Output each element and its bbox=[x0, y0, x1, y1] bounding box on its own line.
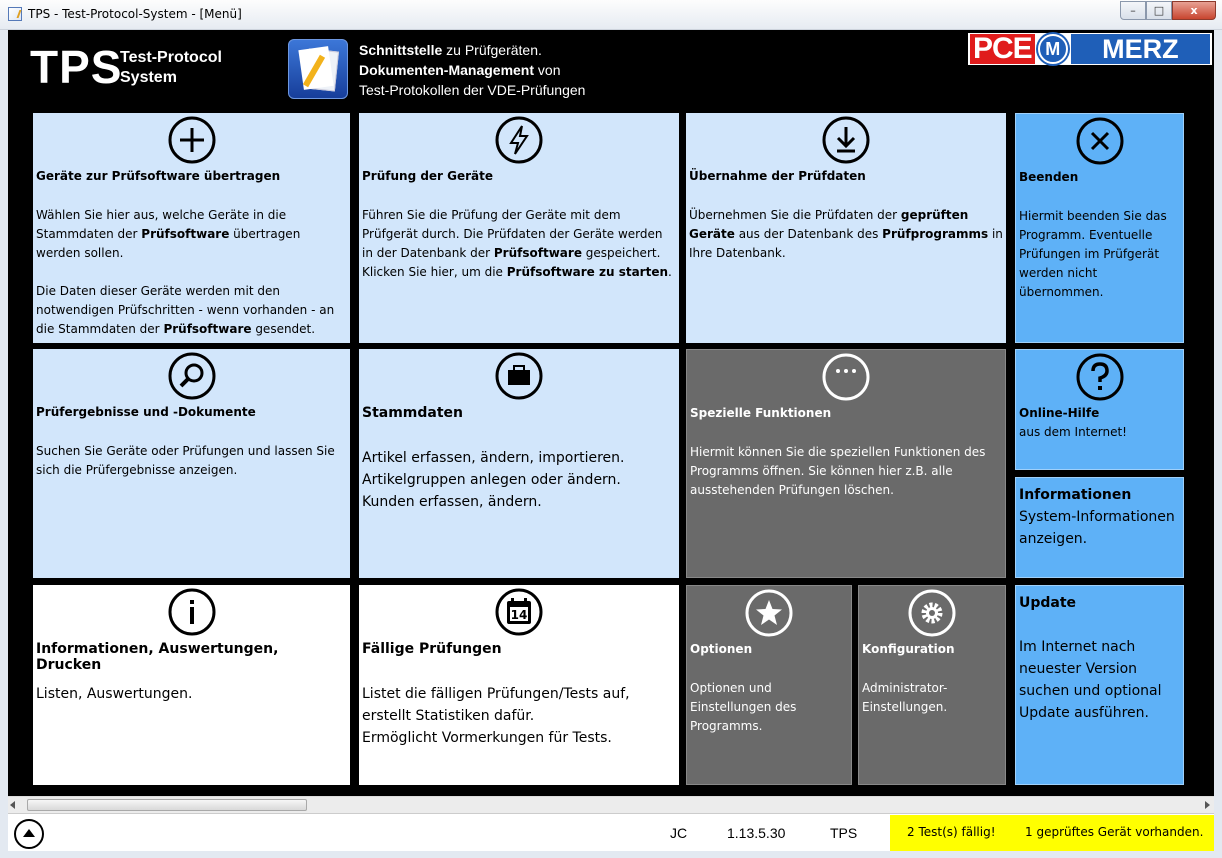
tile-title: Prüfergebnisse und -Dokumente bbox=[36, 405, 256, 419]
tile-geraete-uebertragen[interactable] bbox=[33, 113, 350, 343]
tile-update[interactable] bbox=[1015, 585, 1184, 785]
tile-title: Informationen bbox=[1019, 487, 1132, 503]
pce-merz-logo bbox=[968, 33, 1212, 65]
tile-beenden[interactable] bbox=[1015, 113, 1184, 343]
tile-title: Prüfung der Geräte bbox=[362, 169, 494, 183]
tile-description: Suchen Sie Geräte oder Prüfungen und lassen Sie sich die Prüfergebnisse anzeigen. bbox=[36, 444, 335, 477]
tile-description: aus dem Internet! bbox=[1019, 425, 1127, 439]
close-icon: x bbox=[1190, 4, 1198, 17]
plus-circle-icon bbox=[168, 116, 216, 164]
status-tests-due[interactable]: 2 Test(s) fällig! bbox=[907, 825, 996, 839]
scroll-left-icon[interactable] bbox=[10, 801, 15, 809]
tile-description: Listen, Auswertungen. bbox=[36, 686, 193, 702]
header-line1-bold: Schnittstelle bbox=[359, 42, 443, 58]
maximize-button[interactable] bbox=[1146, 1, 1172, 20]
tile-description: Listet die fälligen Prüfungen/Tests auf, erstellt Statistiken dafür. Ermöglicht Vormerkungen für Tests. bbox=[362, 686, 630, 746]
window-titlebar bbox=[0, 0, 1222, 30]
tile-konfiguration[interactable] bbox=[858, 585, 1006, 785]
tile-informationen[interactable] bbox=[1015, 477, 1184, 578]
header-line3: Test-Protokollen der VDE-Prüfungen bbox=[359, 82, 586, 98]
scroll-up-button[interactable] bbox=[14, 819, 44, 849]
tile-title: Informationen, Auswertungen, Drucken bbox=[36, 641, 279, 673]
header-line2-rest: von bbox=[534, 62, 561, 78]
status-checked-devices[interactable]: 1 geprüftes Gerät vorhanden. bbox=[1025, 825, 1204, 839]
status-alerts[interactable] bbox=[890, 815, 1214, 852]
brand-merz: MERZ bbox=[1071, 34, 1210, 64]
tile-title: Update bbox=[1019, 595, 1077, 611]
header-description bbox=[359, 40, 585, 100]
tile-description: Wählen Sie hier aus, welche Geräte in die Stammdaten der Prüfsoftware übertragen werden sollen. Die Daten dieser Geräte werden mit den notwendigen Prüfschritten - wenn vorhanden - an die Stammdaten der Prüfsoftware gesendet. bbox=[36, 208, 335, 336]
tile-description: Administrator-Einstellungen. bbox=[862, 681, 948, 714]
tile-title: Geräte zur Prüfsoftware übertragen bbox=[36, 169, 281, 183]
status-app: TPS bbox=[830, 825, 858, 841]
document-icon bbox=[288, 39, 348, 99]
tile-title: Fällige Prüfungen bbox=[362, 641, 502, 657]
scroll-right-icon[interactable] bbox=[1205, 801, 1210, 809]
tile-title: Online-Hilfe bbox=[1019, 406, 1100, 420]
tile-spezielle-funktionen[interactable] bbox=[686, 349, 1006, 578]
brand-pce: PCE bbox=[970, 34, 1035, 64]
minimize-icon: – bbox=[1130, 4, 1136, 17]
tile-uebernahme-pruefdaten[interactable] bbox=[686, 113, 1006, 343]
lightning-circle-icon bbox=[495, 116, 543, 164]
tile-description: Führen Sie die Prüfung der Geräte mit dem Prüfgerät durch. Die Prüfdaten der Geräte werden in der Datenbank der Prüfsoftware gespeichert. Klicken Sie hier, um die Prüfsoftware zu starten. bbox=[362, 208, 672, 279]
window-frame-right bbox=[1214, 30, 1222, 851]
gear-circle-icon bbox=[908, 589, 956, 637]
tile-description: Hiermit können Sie die speziellen Funktionen des Programms öffnen. Sie können hier z.B. alle ausstehenden Prüfungen löschen. bbox=[690, 445, 986, 497]
calendar-circle-icon bbox=[495, 588, 543, 636]
window-title: TPS - Test-Protocol-System - [Menü] bbox=[28, 7, 242, 21]
help-circle-icon bbox=[1076, 353, 1124, 401]
minimize-button[interactable] bbox=[1120, 1, 1146, 20]
tile-description: System-Informationen anzeigen. bbox=[1019, 509, 1175, 547]
app-header bbox=[8, 30, 1214, 106]
window-frame-bottom bbox=[0, 851, 1222, 858]
tps-logo-subtitle: Test-Protocol System bbox=[120, 49, 222, 86]
header-line2-bold: Dokumenten-Management bbox=[359, 62, 535, 78]
horizontal-scrollbar[interactable] bbox=[8, 796, 1214, 813]
tile-pruefung-der-geraete[interactable] bbox=[359, 113, 679, 343]
tile-description: Artikel erfassen, ändern, importieren. Artikelgruppen anlegen oder ändern. Kunden erfassen, ändern. bbox=[362, 450, 625, 510]
close-circle-icon bbox=[1076, 117, 1124, 165]
window-frame-left bbox=[0, 30, 8, 851]
tile-stammdaten[interactable] bbox=[359, 349, 679, 578]
window-controls bbox=[1120, 1, 1216, 20]
status-version: 1.13.5.30 bbox=[727, 825, 786, 841]
brand-m: M bbox=[1038, 34, 1068, 64]
more-circle-icon bbox=[822, 353, 870, 401]
scrollbar-thumb[interactable] bbox=[27, 799, 307, 811]
close-button[interactable] bbox=[1172, 1, 1216, 20]
tile-description: Optionen und Einstellungen des Programms. bbox=[690, 681, 797, 733]
calendar-day-number: 14 bbox=[510, 608, 528, 622]
tile-description: Hiermit beenden Sie das Programm. Eventuelle Prüfungen im Prüfgerät werden nicht übernommen. bbox=[1019, 209, 1167, 299]
tile-title: Stammdaten bbox=[362, 405, 464, 421]
tile-online-hilfe[interactable] bbox=[1015, 349, 1184, 470]
tile-description: Übernehmen Sie die Prüfdaten der geprüften Geräte aus der Datenbank des Prüfprogramms in Ihre Datenbank. bbox=[689, 208, 1003, 260]
tile-title: Optionen bbox=[690, 642, 753, 656]
info-circle-icon bbox=[168, 588, 216, 636]
tile-description: Im Internet nach neuester Version suchen und optional Update ausführen. bbox=[1019, 639, 1162, 721]
app-icon bbox=[8, 7, 22, 21]
briefcase-circle-icon bbox=[495, 352, 543, 400]
maximize-icon: □ bbox=[1153, 4, 1165, 17]
status-user: JC bbox=[670, 825, 688, 841]
status-bar bbox=[8, 813, 1214, 851]
tile-title: Übernahme der Prüfdaten bbox=[689, 169, 866, 183]
tile-pruefergebnisse[interactable] bbox=[33, 349, 350, 578]
tps-logo: TPS bbox=[30, 41, 123, 93]
search-circle-icon bbox=[168, 352, 216, 400]
tile-optionen[interactable] bbox=[686, 585, 852, 785]
download-circle-icon bbox=[822, 116, 870, 164]
tile-title: Spezielle Funktionen bbox=[690, 406, 832, 420]
tile-faellige-pruefungen[interactable] bbox=[359, 585, 679, 785]
tile-title: Konfiguration bbox=[862, 642, 955, 656]
tile-title: Beenden bbox=[1019, 170, 1079, 184]
tile-informationen-drucken[interactable] bbox=[33, 585, 350, 785]
star-circle-icon bbox=[745, 589, 793, 637]
header-line1-rest: zu Prüfgeräten. bbox=[442, 42, 542, 58]
